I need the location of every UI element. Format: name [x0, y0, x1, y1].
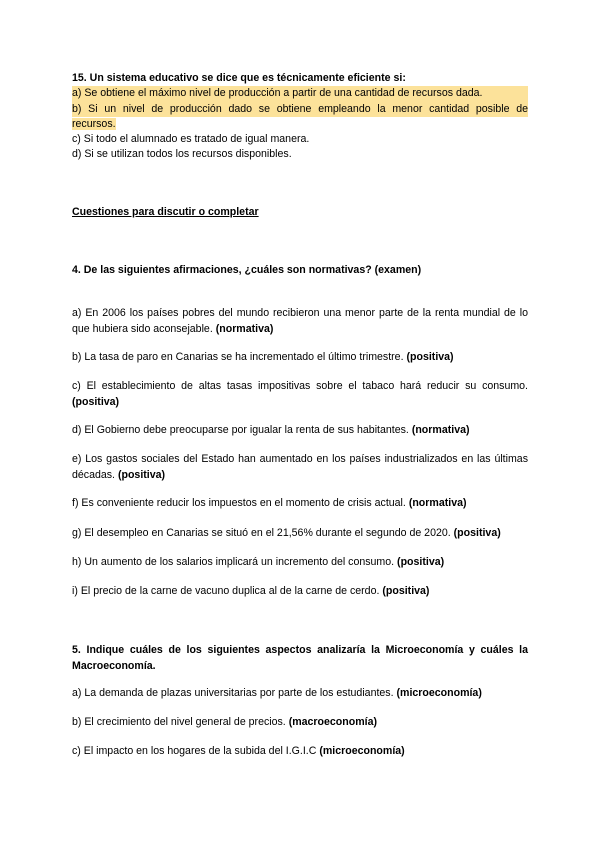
q4-item-text: h) Un aumento de los salarios implicará un incremento del consumo. — [72, 556, 395, 568]
section-heading: Cuestiones para discutir o completar — [72, 206, 259, 218]
q5-item-text: c) El impacto en los hogares de la subida del I.G.I.C — [72, 745, 317, 757]
q4-item-answer: (normativa) — [411, 424, 470, 436]
q4-item-answer: (positiva) — [453, 527, 501, 539]
q4-item-d — [72, 423, 528, 439]
q4-item-h — [72, 555, 528, 571]
q4-item-answer: (normativa) — [215, 322, 274, 335]
q4-item-text: c) El establecimiento de altas tasas impositivas sobre el tabaco hará reducir su consumo. — [72, 380, 528, 392]
q4-item-text: d) El Gobierno debe preocuparse por igualar la renta de sus habitantes. — [72, 424, 409, 436]
q5-item-answer: (microeconomía) — [396, 687, 482, 699]
q4-item-answer: (normativa) — [408, 497, 467, 509]
option-d: d) Si se utilizan todos los recursos disponibles. — [72, 148, 292, 161]
q4-item-c — [72, 379, 528, 410]
q5-item-text: b) El crecimiento del nivel general de precios. — [72, 716, 286, 728]
question-15-title: 15. Un sistema educativo se dice que es técnicamente eficiente si: — [72, 72, 406, 84]
q4-item-g — [72, 526, 528, 542]
q5-item-c — [72, 744, 528, 760]
q5-item-text: a) La demanda de plazas universitarias por parte de los estudiantes. — [72, 687, 394, 699]
q4-item-f — [72, 496, 528, 512]
q5-item-answer: (microeconomía) — [319, 745, 405, 757]
q5-item-a — [72, 686, 528, 702]
option-c: c) Si todo el alumnado es tratado de igual manera. — [72, 133, 310, 146]
question-5-title: 5. Indique cuáles de los siguientes aspectos analizaría la Microeconomía y cuáles la Macroeconomía. — [72, 644, 528, 672]
q4-item-answer: (positiva) — [406, 351, 454, 363]
q5-item-b — [72, 715, 528, 731]
q4-item-answer: (positiva) — [117, 468, 166, 481]
q4-item-e — [72, 452, 528, 483]
q4-item-b — [72, 350, 528, 366]
q4-item-text: f) Es conveniente reducir los impuestos en el momento de crisis actual. — [72, 497, 406, 509]
q4-item-text: b) La tasa de paro en Canarias se ha incrementado el último trimestre. — [72, 351, 404, 363]
q4-item-a — [72, 306, 528, 337]
option-b-highlighted: b) Si un nivel de producción dado se obtiene empleando la menor cantidad posible de — [72, 102, 528, 117]
q4-item-text: g) El desempleo en Canarias se situó en el 21,56% durante el segundo de 2020. — [72, 527, 451, 539]
q5-item-answer: (macroeconomía) — [288, 716, 378, 728]
q4-item-text: e) Los gastos sociales del Estado han aumentado en los países industrializados en las últimas décadas. — [72, 453, 528, 481]
q4-item-text: i) El precio de la carne de vacuno duplica al de la carne de cerdo. — [72, 585, 380, 597]
q4-item-i — [72, 584, 528, 600]
q4-item-answer: (positiva) — [72, 395, 120, 408]
option-a-highlighted: a) Se obtiene el máximo nivel de producción a partir de una cantidad de recursos dada. — [72, 86, 528, 101]
q4-item-answer: (positiva) — [397, 556, 445, 568]
question-4-title: 4. De las siguientes afirmaciones, ¿cuáles son normativas? (examen) — [72, 264, 422, 276]
option-b-continuation: recursos. — [72, 117, 116, 130]
question-15 — [72, 71, 528, 163]
q4-item-text: a) En 2006 los países pobres del mundo recibieron una menor parte de la renta mundial de lo que hubiera sido aconsejable. — [72, 307, 528, 335]
q4-item-answer: (positiva) — [382, 585, 430, 597]
